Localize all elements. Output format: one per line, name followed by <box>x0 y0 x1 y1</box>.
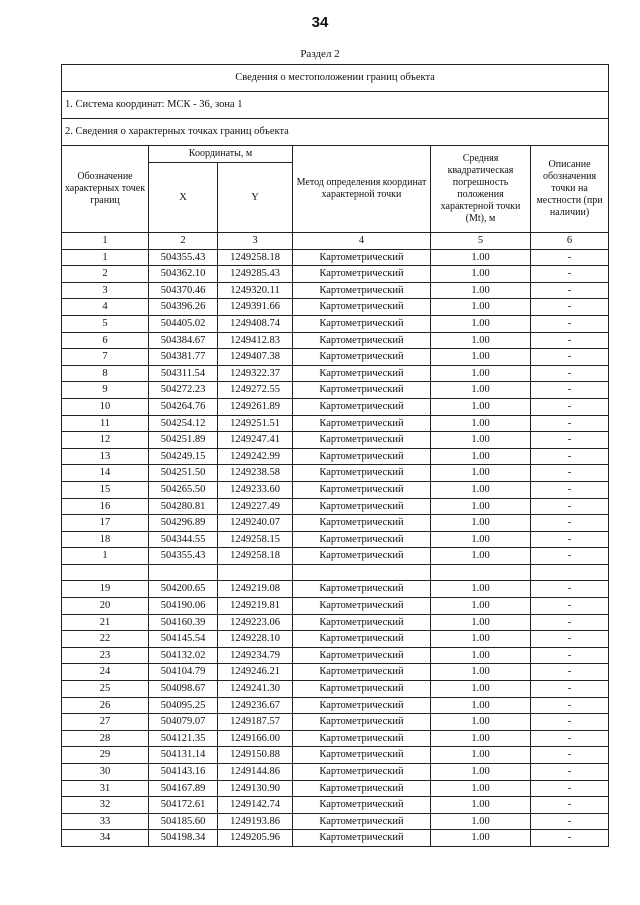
table-row <box>62 349 609 366</box>
coord-x: 504131.14 <box>149 747 218 764</box>
description: - <box>531 764 609 781</box>
column-number: 4 <box>293 233 431 250</box>
coord-x: 504362.10 <box>149 266 218 283</box>
table-row <box>62 647 609 664</box>
coord-y: 1249241.30 <box>218 681 293 698</box>
coord-x: 504160.39 <box>149 614 218 631</box>
table-row <box>62 614 609 631</box>
method: Картометрический <box>293 598 431 615</box>
table-row <box>62 382 609 399</box>
point-designation: 7 <box>62 349 149 366</box>
description: - <box>531 398 609 415</box>
empty-cell <box>149 564 218 581</box>
table-row <box>62 797 609 814</box>
error-value: 1.00 <box>431 581 531 598</box>
point-designation: 15 <box>62 481 149 498</box>
method: Картометрический <box>293 415 431 432</box>
description: - <box>531 448 609 465</box>
method: Картометрический <box>293 332 431 349</box>
method: Картометрический <box>293 764 431 781</box>
error-value: 1.00 <box>431 498 531 515</box>
coord-x: 504104.79 <box>149 664 218 681</box>
error-value: 1.00 <box>431 266 531 283</box>
coord-y: 1249391.66 <box>218 299 293 316</box>
coord-y: 1249258.15 <box>218 531 293 548</box>
table-row <box>62 598 609 615</box>
empty-cell <box>431 564 531 581</box>
error-value: 1.00 <box>431 448 531 465</box>
table-row <box>62 481 609 498</box>
header-method: Метод определения координат характерной точки <box>293 146 431 233</box>
method: Картометрический <box>293 299 431 316</box>
error-value: 1.00 <box>431 664 531 681</box>
description: - <box>531 664 609 681</box>
coord-y: 1249407.38 <box>218 349 293 366</box>
coord-y: 1249412.83 <box>218 332 293 349</box>
coord-y: 1249258.18 <box>218 548 293 565</box>
table-title: Сведения о местоположении границ объекта <box>62 65 609 92</box>
point-designation: 22 <box>62 631 149 648</box>
method: Картометрический <box>293 498 431 515</box>
coord-x: 504200.65 <box>149 581 218 598</box>
point-designation: 24 <box>62 664 149 681</box>
coord-y: 1249236.67 <box>218 697 293 714</box>
method: Картометрический <box>293 647 431 664</box>
coord-x: 504296.89 <box>149 515 218 532</box>
coord-y: 1249261.89 <box>218 398 293 415</box>
coord-x: 504344.55 <box>149 531 218 548</box>
error-value: 1.00 <box>431 730 531 747</box>
coord-y: 1249242.99 <box>218 448 293 465</box>
coord-x: 504280.81 <box>149 498 218 515</box>
point-designation: 30 <box>62 764 149 781</box>
description: - <box>531 349 609 366</box>
coord-y: 1249219.81 <box>218 598 293 615</box>
coord-y: 1249285.43 <box>218 266 293 283</box>
coord-x: 504251.89 <box>149 432 218 449</box>
method: Картометрический <box>293 797 431 814</box>
error-value: 1.00 <box>431 382 531 399</box>
table-row <box>62 747 609 764</box>
point-designation: 17 <box>62 515 149 532</box>
description: - <box>531 581 609 598</box>
point-designation: 4 <box>62 299 149 316</box>
description: - <box>531 415 609 432</box>
table-row <box>62 548 609 565</box>
point-designation: 33 <box>62 813 149 830</box>
table-row <box>62 515 609 532</box>
column-number: 2 <box>149 233 218 250</box>
table-row <box>62 780 609 797</box>
point-designation: 16 <box>62 498 149 515</box>
table-row <box>62 697 609 714</box>
method: Картометрический <box>293 681 431 698</box>
table-row <box>62 581 609 598</box>
coord-y: 1249240.07 <box>218 515 293 532</box>
table-row <box>62 714 609 731</box>
error-value: 1.00 <box>431 797 531 814</box>
header-designation: Обозначение характерных точек границ <box>62 146 149 233</box>
coord-x: 504095.25 <box>149 697 218 714</box>
coord-x: 504185.60 <box>149 813 218 830</box>
error-value: 1.00 <box>431 398 531 415</box>
table-row <box>62 681 609 698</box>
description: - <box>531 498 609 515</box>
coord-x: 504167.89 <box>149 780 218 797</box>
coord-x: 504311.54 <box>149 365 218 382</box>
empty-cell <box>293 564 431 581</box>
point-designation: 28 <box>62 730 149 747</box>
error-value: 1.00 <box>431 614 531 631</box>
error-value: 1.00 <box>431 830 531 847</box>
coord-y: 1249238.58 <box>218 465 293 482</box>
method: Картометрический <box>293 664 431 681</box>
method: Картометрический <box>293 697 431 714</box>
header-x: X <box>149 163 218 233</box>
error-value: 1.00 <box>431 747 531 764</box>
point-designation: 11 <box>62 415 149 432</box>
description: - <box>531 266 609 283</box>
description: - <box>531 481 609 498</box>
description: - <box>531 249 609 266</box>
description: - <box>531 714 609 731</box>
coord-y: 1249320.11 <box>218 282 293 299</box>
coord-y: 1249205.96 <box>218 830 293 847</box>
coordinate-system: 1. Система координат: МСК - 36, зона 1 <box>62 92 609 119</box>
description: - <box>531 548 609 565</box>
coord-y: 1249233.60 <box>218 481 293 498</box>
empty-cell <box>531 564 609 581</box>
coord-y: 1249219.08 <box>218 581 293 598</box>
coord-y: 1249247.41 <box>218 432 293 449</box>
point-designation: 27 <box>62 714 149 731</box>
description: - <box>531 515 609 532</box>
coord-x: 504145.54 <box>149 631 218 648</box>
point-designation: 1 <box>62 548 149 565</box>
error-value: 1.00 <box>431 780 531 797</box>
coord-x: 504172.61 <box>149 797 218 814</box>
table-row <box>62 249 609 266</box>
description: - <box>531 830 609 847</box>
coord-x: 504384.67 <box>149 332 218 349</box>
coord-y: 1249322.37 <box>218 365 293 382</box>
table-row <box>62 398 609 415</box>
point-designation: 10 <box>62 398 149 415</box>
error-value: 1.00 <box>431 249 531 266</box>
coord-y: 1249144.86 <box>218 764 293 781</box>
description: - <box>531 747 609 764</box>
error-value: 1.00 <box>431 415 531 432</box>
method: Картометрический <box>293 432 431 449</box>
description: - <box>531 382 609 399</box>
coord-x: 504249.15 <box>149 448 218 465</box>
coord-x: 504370.46 <box>149 282 218 299</box>
coord-x: 504121.35 <box>149 730 218 747</box>
description: - <box>531 365 609 382</box>
method: Картометрический <box>293 631 431 648</box>
coord-x: 504405.02 <box>149 315 218 332</box>
coord-x: 504264.76 <box>149 398 218 415</box>
method: Картометрический <box>293 382 431 399</box>
error-value: 1.00 <box>431 714 531 731</box>
point-designation: 13 <box>62 448 149 465</box>
coord-y: 1249228.10 <box>218 631 293 648</box>
method: Картометрический <box>293 249 431 266</box>
coord-x: 504396.26 <box>149 299 218 316</box>
table-row <box>62 531 609 548</box>
description: - <box>531 697 609 714</box>
description: - <box>531 813 609 830</box>
method: Картометрический <box>293 813 431 830</box>
error-value: 1.00 <box>431 282 531 299</box>
error-value: 1.00 <box>431 349 531 366</box>
column-number: 1 <box>62 233 149 250</box>
coord-y: 1249150.88 <box>218 747 293 764</box>
separator-row <box>62 564 609 581</box>
table-row <box>62 282 609 299</box>
method: Картометрический <box>293 515 431 532</box>
description: - <box>531 631 609 648</box>
table-row <box>62 315 609 332</box>
error-value: 1.00 <box>431 681 531 698</box>
error-value: 1.00 <box>431 647 531 664</box>
coord-x: 504198.34 <box>149 830 218 847</box>
page-number: 34 <box>311 14 329 31</box>
point-designation: 3 <box>62 282 149 299</box>
method: Картометрический <box>293 365 431 382</box>
table-row <box>62 730 609 747</box>
description: - <box>531 681 609 698</box>
description: - <box>531 647 609 664</box>
error-value: 1.00 <box>431 515 531 532</box>
coord-y: 1249272.55 <box>218 382 293 399</box>
coord-x: 504254.12 <box>149 415 218 432</box>
column-number: 6 <box>531 233 609 250</box>
point-designation: 5 <box>62 315 149 332</box>
point-designation: 26 <box>62 697 149 714</box>
coord-y: 1249193.86 <box>218 813 293 830</box>
section-label: Раздел 2 <box>300 48 340 60</box>
error-value: 1.00 <box>431 299 531 316</box>
description: - <box>531 315 609 332</box>
coord-x: 504251.50 <box>149 465 218 482</box>
coord-x: 504381.77 <box>149 349 218 366</box>
coord-x: 504355.43 <box>149 249 218 266</box>
method: Картометрический <box>293 481 431 498</box>
coord-x: 504098.67 <box>149 681 218 698</box>
error-value: 1.00 <box>431 365 531 382</box>
coord-y: 1249130.90 <box>218 780 293 797</box>
point-designation: 18 <box>62 531 149 548</box>
header-description: Описание обозначения точки на местности (при наличии) <box>531 146 609 233</box>
point-designation: 29 <box>62 747 149 764</box>
table-row <box>62 299 609 316</box>
point-designation: 19 <box>62 581 149 598</box>
error-value: 1.00 <box>431 764 531 781</box>
coord-x: 504079.07 <box>149 714 218 731</box>
table-row <box>62 813 609 830</box>
description: - <box>531 780 609 797</box>
description: - <box>531 332 609 349</box>
method: Картометрический <box>293 614 431 631</box>
method: Картометрический <box>293 282 431 299</box>
error-value: 1.00 <box>431 332 531 349</box>
column-number: 5 <box>431 233 531 250</box>
point-designation: 31 <box>62 780 149 797</box>
description: - <box>531 598 609 615</box>
error-value: 1.00 <box>431 697 531 714</box>
coord-y: 1249246.21 <box>218 664 293 681</box>
empty-cell <box>218 564 293 581</box>
empty-cell <box>62 564 149 581</box>
description: - <box>531 465 609 482</box>
coord-x: 504265.50 <box>149 481 218 498</box>
table-row <box>62 415 609 432</box>
method: Картометрический <box>293 730 431 747</box>
error-value: 1.00 <box>431 598 531 615</box>
method: Картометрический <box>293 266 431 283</box>
point-designation: 9 <box>62 382 149 399</box>
error-value: 1.00 <box>431 813 531 830</box>
point-designation: 14 <box>62 465 149 482</box>
method: Картометрический <box>293 398 431 415</box>
coord-y: 1249227.49 <box>218 498 293 515</box>
header-y: Y <box>218 163 293 233</box>
error-value: 1.00 <box>431 548 531 565</box>
coord-y: 1249408.74 <box>218 315 293 332</box>
table-row <box>62 631 609 648</box>
table-row <box>62 266 609 283</box>
point-designation: 25 <box>62 681 149 698</box>
column-number-row <box>62 233 609 250</box>
coord-x: 504272.23 <box>149 382 218 399</box>
point-designation: 1 <box>62 249 149 266</box>
coord-x: 504355.43 <box>149 548 218 565</box>
coord-y: 1249251.51 <box>218 415 293 432</box>
method: Картометрический <box>293 548 431 565</box>
point-designation: 12 <box>62 432 149 449</box>
error-value: 1.00 <box>431 432 531 449</box>
point-designation: 34 <box>62 830 149 847</box>
table-row <box>62 830 609 847</box>
method: Картометрический <box>293 349 431 366</box>
method: Картометрический <box>293 315 431 332</box>
point-designation: 8 <box>62 365 149 382</box>
point-designation: 21 <box>62 614 149 631</box>
table-row <box>62 365 609 382</box>
error-value: 1.00 <box>431 465 531 482</box>
coord-y: 1249258.18 <box>218 249 293 266</box>
table-row <box>62 432 609 449</box>
description: - <box>531 531 609 548</box>
point-designation: 23 <box>62 647 149 664</box>
description: - <box>531 797 609 814</box>
error-value: 1.00 <box>431 315 531 332</box>
method: Картометрический <box>293 448 431 465</box>
table-row <box>62 332 609 349</box>
coord-y: 1249234.79 <box>218 647 293 664</box>
coord-y: 1249166.00 <box>218 730 293 747</box>
method: Картометрический <box>293 581 431 598</box>
coord-y: 1249223.06 <box>218 614 293 631</box>
table-row <box>62 465 609 482</box>
description: - <box>531 432 609 449</box>
table-row <box>62 498 609 515</box>
point-designation: 20 <box>62 598 149 615</box>
table-row <box>62 664 609 681</box>
coord-y: 1249142.74 <box>218 797 293 814</box>
coord-x: 504132.02 <box>149 647 218 664</box>
point-designation: 2 <box>62 266 149 283</box>
error-value: 1.00 <box>431 631 531 648</box>
point-designation: 32 <box>62 797 149 814</box>
header-coordinates: Координаты, м <box>149 146 293 163</box>
method: Картометрический <box>293 830 431 847</box>
table-row <box>62 764 609 781</box>
method: Картометрический <box>293 780 431 797</box>
coord-x: 504143.16 <box>149 764 218 781</box>
coord-y: 1249187.57 <box>218 714 293 731</box>
table-row <box>62 448 609 465</box>
method: Картометрический <box>293 747 431 764</box>
coord-x: 504190.06 <box>149 598 218 615</box>
points-section-title: 2. Сведения о характерных точках границ объекта <box>62 119 609 146</box>
error-value: 1.00 <box>431 481 531 498</box>
method: Картометрический <box>293 531 431 548</box>
method: Картометрический <box>293 465 431 482</box>
point-designation: 6 <box>62 332 149 349</box>
description: - <box>531 730 609 747</box>
column-number: 3 <box>218 233 293 250</box>
method: Картометрический <box>293 714 431 731</box>
description: - <box>531 299 609 316</box>
header-error: Средняя квадратическая погрешность положения характерной точки (Mt), м <box>431 146 531 233</box>
error-value: 1.00 <box>431 531 531 548</box>
description: - <box>531 614 609 631</box>
boundary-table <box>61 64 609 847</box>
description: - <box>531 282 609 299</box>
